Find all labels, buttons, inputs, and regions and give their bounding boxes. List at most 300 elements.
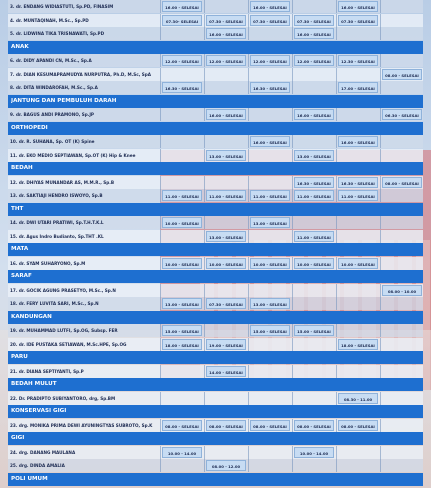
schedule-time-cell bbox=[338, 231, 378, 242]
schedule-time-cell bbox=[250, 69, 290, 80]
column-divider bbox=[380, 0, 381, 13]
doctor-name: 14. dr. DWI UTARI PRATIWI, Sp.T.H.T.K.L bbox=[10, 220, 104, 225]
doctor-name: 23. drg. MONIKA PRIMA DEWI AYUNINGTYAS SUBROTO, Sp.K bbox=[10, 422, 153, 428]
schedule-time-cell bbox=[250, 339, 290, 350]
schedule-time-cell bbox=[206, 69, 246, 80]
column-divider bbox=[380, 257, 381, 270]
schedule-time-cell: 13.00 - SELESAI bbox=[162, 298, 202, 309]
column-divider bbox=[204, 392, 205, 405]
schedule-time-cell bbox=[338, 325, 378, 336]
column-divider bbox=[292, 176, 293, 189]
schedule-time-cell: 12.00 - SELESAI bbox=[206, 55, 246, 66]
schedule-time-cell bbox=[338, 366, 378, 377]
schedule-time-cell: 14.00 - SELESAI bbox=[206, 366, 246, 377]
column-divider bbox=[248, 324, 249, 337]
column-divider bbox=[248, 284, 249, 297]
column-divider bbox=[336, 446, 337, 459]
column-divider bbox=[204, 324, 205, 337]
schedule-time-cell: 13.00 - SELESAI bbox=[250, 217, 290, 228]
schedule-time-cell bbox=[382, 420, 422, 431]
column-divider bbox=[380, 14, 381, 27]
column-divider bbox=[336, 135, 337, 148]
section-header-row bbox=[8, 432, 423, 445]
column-divider bbox=[380, 108, 381, 121]
column-divider bbox=[248, 338, 249, 351]
schedule-time-cell: 16.30 - SELESAI bbox=[338, 177, 378, 188]
column-divider bbox=[380, 392, 381, 405]
schedule-time-cell: 16.00 - SELESAI bbox=[338, 1, 378, 12]
column-divider bbox=[380, 284, 381, 297]
column-divider bbox=[160, 324, 161, 337]
doctor-name: 11. dr. EKO MEDIO SEPTIAWAN, Sp.OT (K) Hip & Knee bbox=[10, 152, 136, 158]
column-divider bbox=[160, 27, 161, 40]
column-divider bbox=[160, 0, 161, 13]
column-divider bbox=[160, 189, 161, 202]
column-divider bbox=[336, 459, 337, 472]
column-divider bbox=[336, 419, 337, 432]
schedule-time-cell: 16.30 - SELESAI bbox=[294, 177, 334, 188]
schedule-time-cell bbox=[250, 150, 290, 161]
schedule-time-cell bbox=[382, 190, 422, 201]
schedule-time-cell bbox=[250, 366, 290, 377]
schedule-time-cell bbox=[294, 393, 334, 404]
schedule-time-cell: 07.30 - SELESAI bbox=[206, 15, 246, 26]
doctor-row bbox=[8, 419, 423, 432]
doctor-row bbox=[8, 189, 423, 202]
column-divider bbox=[248, 27, 249, 40]
schedule-time-cell bbox=[294, 460, 334, 471]
schedule-time-cell: 15.00 - SELESAI bbox=[250, 325, 290, 336]
doctor-row bbox=[8, 297, 423, 310]
schedule-time-cell: 18.00 - SELESAI bbox=[338, 339, 378, 350]
schedule-time-cell bbox=[294, 366, 334, 377]
column-divider bbox=[160, 216, 161, 229]
schedule-time-cell: 17.00 - SELESAI bbox=[338, 82, 378, 93]
column-divider bbox=[160, 176, 161, 189]
schedule-time-cell bbox=[382, 447, 422, 458]
section-header-row bbox=[8, 162, 423, 175]
schedule-time-cell bbox=[294, 285, 334, 296]
column-divider bbox=[248, 459, 249, 472]
doctor-name: 20. dr. IDE PUSTAKA SETIAWAN, M.Sc.HPE, Sp.OG bbox=[10, 341, 127, 347]
column-divider bbox=[204, 54, 205, 67]
schedule-time-cell bbox=[338, 298, 378, 309]
column-divider bbox=[336, 68, 337, 81]
column-divider bbox=[248, 419, 249, 432]
doctor-name: 18. dr. FERY LUVITA SARI, M.Sc., Sp.N bbox=[10, 301, 99, 306]
column-divider bbox=[336, 0, 337, 13]
column-divider bbox=[204, 176, 205, 189]
section-header-row bbox=[8, 473, 423, 486]
schedule-time-cell bbox=[206, 177, 246, 188]
column-divider bbox=[204, 338, 205, 351]
section-header-row bbox=[8, 311, 423, 324]
schedule-time-cell: 11.00 - SELESAI bbox=[162, 190, 202, 201]
schedule-time-cell: 16.00 - SELESAI bbox=[338, 136, 378, 147]
column-divider bbox=[292, 135, 293, 148]
section-header-row bbox=[8, 405, 423, 418]
section-header-row bbox=[8, 243, 423, 256]
column-divider bbox=[160, 459, 161, 472]
doctor-name: 8. dr. DITA WINDAROFAH, M.Sc., Sp.A bbox=[10, 85, 98, 90]
column-divider bbox=[292, 189, 293, 202]
doctor-name: 15. dr. Agus Indro Budianto, Sp.THT .KL bbox=[10, 233, 104, 239]
column-divider bbox=[292, 392, 293, 405]
column-divider bbox=[380, 149, 381, 162]
schedule-time-cell bbox=[382, 325, 422, 336]
schedule-time-cell: 16.00 - SELESAI bbox=[294, 109, 334, 120]
column-divider bbox=[248, 189, 249, 202]
section-title: PARU bbox=[11, 354, 28, 360]
section-header-row bbox=[8, 41, 423, 54]
column-divider bbox=[248, 135, 249, 148]
schedule-time-cell: 11.00 - SELESAI bbox=[294, 190, 334, 201]
section-title: SARAF bbox=[11, 273, 32, 279]
schedule-time-cell: 16.00 - SELESAI bbox=[162, 1, 202, 12]
column-divider bbox=[336, 284, 337, 297]
schedule-time-cell: 11.00 - SELESAI bbox=[338, 190, 378, 201]
doctor-row bbox=[8, 135, 423, 148]
section-title: BEDAH MULUT bbox=[11, 381, 57, 387]
column-divider bbox=[160, 446, 161, 459]
column-divider bbox=[336, 392, 337, 405]
column-divider bbox=[336, 108, 337, 121]
schedule-time-cell: 13.00 - SELESAI bbox=[250, 298, 290, 309]
doctor-row bbox=[8, 68, 423, 81]
column-divider bbox=[380, 216, 381, 229]
column-divider bbox=[160, 365, 161, 378]
column-divider bbox=[248, 14, 249, 27]
doctor-name: 19. dr. MUHAMMAD LUTFI, Sp.OG, Subsp. FER bbox=[10, 328, 118, 333]
column-divider bbox=[160, 81, 161, 94]
schedule-time-cell: 16.00 - SELESAI bbox=[294, 28, 334, 39]
column-divider bbox=[160, 135, 161, 148]
section-header-row bbox=[8, 95, 423, 108]
section-title: MATA bbox=[11, 246, 29, 252]
doctor-row bbox=[8, 284, 423, 297]
schedule-time-cell: 11.00 - SELESAI bbox=[250, 190, 290, 201]
column-divider bbox=[160, 54, 161, 67]
column-divider bbox=[160, 419, 161, 432]
schedule-time-cell: 07.30 - SELESAI bbox=[206, 298, 246, 309]
schedule-time-cell: 08.00 - SELESAI bbox=[206, 420, 246, 431]
schedule-time-cell bbox=[338, 460, 378, 471]
schedule-time-cell bbox=[250, 28, 290, 39]
column-divider bbox=[336, 365, 337, 378]
section-title: POLI UMUM bbox=[11, 475, 48, 482]
column-divider bbox=[336, 149, 337, 162]
schedule-time-cell bbox=[162, 177, 202, 188]
schedule-time-cell: 11.00 - SELESAI bbox=[206, 190, 246, 201]
schedule-time-cell: 12.00 - SELESAI bbox=[294, 55, 334, 66]
schedule-time-cell bbox=[382, 339, 422, 350]
column-divider bbox=[160, 297, 161, 310]
column-divider bbox=[160, 149, 161, 162]
column-divider bbox=[292, 419, 293, 432]
column-divider bbox=[292, 338, 293, 351]
schedule-time-cell bbox=[162, 231, 202, 242]
column-divider bbox=[204, 419, 205, 432]
section-header-row bbox=[8, 270, 423, 283]
doctor-name: 25. drg. DINDA AMALIA bbox=[10, 463, 65, 468]
column-divider bbox=[160, 14, 161, 27]
doctor-name: 24. drg. DANANG MAULANA bbox=[10, 449, 76, 455]
schedule-time-cell: 10.00 - SELESAI bbox=[162, 217, 202, 228]
schedule-time-cell bbox=[162, 69, 202, 80]
doctor-name: 7. dr. DIAN KESUMAPRAMUDYA NURPUTRA, Ph.D, M.Sc, SpA bbox=[10, 71, 152, 77]
schedule-time-cell bbox=[338, 28, 378, 39]
column-divider bbox=[380, 176, 381, 189]
schedule-time-cell bbox=[294, 217, 334, 228]
doctor-row bbox=[8, 54, 423, 67]
section-header-row bbox=[8, 378, 423, 391]
schedule-time-cell bbox=[294, 1, 334, 12]
column-divider bbox=[336, 189, 337, 202]
column-divider bbox=[292, 284, 293, 297]
column-divider bbox=[292, 257, 293, 270]
schedule-time-cell bbox=[382, 1, 422, 12]
column-divider bbox=[248, 68, 249, 81]
schedule-time-cell bbox=[338, 217, 378, 228]
schedule-time-cell: 18.00 - SELESAI bbox=[162, 339, 202, 350]
schedule-time-cell: 15.00 - SELESAI bbox=[294, 325, 334, 336]
schedule-time-cell bbox=[250, 177, 290, 188]
column-divider bbox=[336, 14, 337, 27]
schedule-time-cell bbox=[162, 285, 202, 296]
schedule-time-cell: 08.30 - 11.00 bbox=[338, 393, 378, 404]
column-divider bbox=[380, 54, 381, 67]
column-divider bbox=[292, 0, 293, 13]
schedule-time-cell bbox=[294, 298, 334, 309]
column-divider bbox=[248, 0, 249, 13]
schedule-time-cell: 16.00 - SELESAI bbox=[206, 109, 246, 120]
schedule-time-cell: 06.30 - SELESAI bbox=[382, 109, 422, 120]
column-divider bbox=[204, 68, 205, 81]
schedule-time-cell: 10.00 - SELESAI bbox=[206, 258, 246, 269]
column-divider bbox=[160, 338, 161, 351]
schedule-time-cell bbox=[382, 55, 422, 66]
schedule-time-cell: 11.00 - SELESAI bbox=[294, 231, 334, 242]
schedule-time-cell bbox=[162, 393, 202, 404]
doctor-row bbox=[8, 392, 423, 405]
column-divider bbox=[204, 149, 205, 162]
column-divider bbox=[160, 392, 161, 405]
schedule-time-cell: 13.00 - SELESAI bbox=[294, 150, 334, 161]
column-divider bbox=[204, 365, 205, 378]
schedule-time-cell bbox=[382, 136, 422, 147]
column-divider bbox=[292, 216, 293, 229]
column-divider bbox=[248, 108, 249, 121]
section-header-row bbox=[8, 351, 423, 364]
column-divider bbox=[292, 27, 293, 40]
column-divider bbox=[336, 257, 337, 270]
column-divider bbox=[248, 257, 249, 270]
doctor-name: 3. dr. ENDANG WIDIASTUTI, Sp.PD, FINASIM bbox=[10, 4, 114, 9]
section-title: GIGI bbox=[11, 435, 25, 441]
doctor-name: 9. dr. BAGUS ANDI PRAMONO, Sp.JP bbox=[10, 112, 94, 117]
doctor-row bbox=[8, 459, 423, 472]
column-divider bbox=[336, 297, 337, 310]
schedule-time-cell bbox=[206, 1, 246, 12]
schedule-time-cell bbox=[206, 393, 246, 404]
doctor-name: 10. dr. R. SUHANA, Sp. OT (K) Spine bbox=[10, 139, 95, 144]
column-divider bbox=[292, 459, 293, 472]
column-divider bbox=[204, 0, 205, 13]
schedule-time-cell bbox=[294, 82, 334, 93]
doctor-name: 6. dr. DIDY APANDI CN, M.Sc., Sp.A bbox=[10, 58, 92, 63]
schedule-time-cell bbox=[162, 28, 202, 39]
doctor-row bbox=[8, 324, 423, 337]
schedule-time-cell bbox=[382, 366, 422, 377]
schedule-time-cell: 08.00 - SELESAI bbox=[250, 420, 290, 431]
schedule-time-cell: 13.00 - SELESAI bbox=[206, 231, 246, 242]
schedule-time-cell: 07.30- SELESAI bbox=[162, 15, 202, 26]
column-divider bbox=[204, 135, 205, 148]
doctor-name: 4. dr. MUNTAQINAH, M.Sc., Sp.PD bbox=[10, 17, 89, 23]
column-divider bbox=[380, 419, 381, 432]
section-title: BEDAH bbox=[11, 165, 33, 171]
schedule-time-cell bbox=[250, 109, 290, 120]
doctor-row bbox=[8, 27, 423, 40]
schedule-time-cell bbox=[294, 69, 334, 80]
column-divider bbox=[248, 176, 249, 189]
schedule-time-cell bbox=[338, 285, 378, 296]
section-title: ANAK bbox=[11, 43, 29, 50]
schedule-time-cell bbox=[338, 69, 378, 80]
doctor-row bbox=[8, 365, 423, 378]
doctor-row bbox=[8, 0, 423, 13]
section-title: THT bbox=[11, 205, 24, 212]
section-title: ORTHOPEDI bbox=[11, 124, 48, 131]
section-header-row bbox=[8, 203, 423, 216]
column-divider bbox=[336, 176, 337, 189]
column-divider bbox=[160, 230, 161, 243]
doctor-name: 13. dr. SAKTIAJI HENDRO ISWOYO, Sp.B bbox=[10, 193, 103, 198]
schedule-time-cell bbox=[250, 447, 290, 458]
schedule-time-cell: 16.30 - SELESAI bbox=[162, 82, 202, 93]
doctor-row bbox=[8, 176, 423, 189]
schedule-time-cell: 08.00 - SELESAI bbox=[382, 69, 422, 80]
column-divider bbox=[204, 189, 205, 202]
schedule-time-cell bbox=[382, 460, 422, 471]
schedule-time-cell: 07.30 - SELESAI bbox=[294, 15, 334, 26]
column-divider bbox=[292, 54, 293, 67]
column-divider bbox=[336, 338, 337, 351]
column-divider bbox=[380, 324, 381, 337]
column-divider bbox=[160, 257, 161, 270]
column-divider bbox=[336, 54, 337, 67]
column-divider bbox=[292, 81, 293, 94]
column-divider bbox=[336, 27, 337, 40]
schedule-time-cell: 16.00 - SELESAI bbox=[250, 136, 290, 147]
schedule-time-cell: 08.00 - SELESAI bbox=[162, 420, 202, 431]
column-divider bbox=[336, 230, 337, 243]
column-divider bbox=[248, 149, 249, 162]
column-divider bbox=[292, 149, 293, 162]
schedule-time-cell bbox=[162, 366, 202, 377]
schedule-time-cell bbox=[382, 258, 422, 269]
column-divider bbox=[380, 135, 381, 148]
doctor-row bbox=[8, 216, 423, 229]
column-divider bbox=[292, 365, 293, 378]
doctor-name: 5. dr. LIDWINA TIKA TRISNAWATI, Sp.PD bbox=[10, 31, 105, 36]
schedule-time-cell: 08.00 - SELESAI bbox=[382, 177, 422, 188]
column-divider bbox=[380, 338, 381, 351]
doctor-row bbox=[8, 230, 423, 243]
schedule-time-cell bbox=[382, 15, 422, 26]
schedule-time-cell bbox=[162, 136, 202, 147]
column-divider bbox=[292, 230, 293, 243]
schedule-time-cell bbox=[206, 136, 246, 147]
schedule-time-cell bbox=[206, 325, 246, 336]
schedule-time-cell bbox=[382, 231, 422, 242]
column-divider bbox=[248, 81, 249, 94]
schedule-time-cell bbox=[206, 82, 246, 93]
column-divider bbox=[336, 216, 337, 229]
schedule-time-cell bbox=[206, 285, 246, 296]
column-divider bbox=[380, 459, 381, 472]
column-divider bbox=[204, 14, 205, 27]
column-divider bbox=[204, 216, 205, 229]
schedule-time-cell: 10.00 - SELESAI bbox=[294, 258, 334, 269]
schedule-time-cell bbox=[382, 393, 422, 404]
doctor-row bbox=[8, 108, 423, 121]
schedule-time-cell bbox=[338, 447, 378, 458]
column-divider bbox=[204, 81, 205, 94]
section-title: KONSERVASI GIGI bbox=[11, 408, 67, 414]
column-divider bbox=[380, 68, 381, 81]
column-divider bbox=[204, 284, 205, 297]
column-divider bbox=[160, 108, 161, 121]
schedule-time-cell: 12.30 - SELESAI bbox=[338, 55, 378, 66]
schedule-time-cell bbox=[382, 298, 422, 309]
schedule-time-cell: 10.00 - SELESAI bbox=[338, 258, 378, 269]
schedule-time-cell: 08.00 - 10.00 bbox=[382, 285, 422, 296]
schedule-time-cell: 19.00 - SELESAI bbox=[206, 339, 246, 350]
schedule-time-cell bbox=[338, 150, 378, 161]
schedule-time-cell: 07.30 - SELESAI bbox=[250, 15, 290, 26]
schedule-time-cell: 16.00 - SELESAI bbox=[206, 28, 246, 39]
column-divider bbox=[292, 108, 293, 121]
schedule-time-cell bbox=[382, 28, 422, 39]
schedule-time-cell: 10.00 - 14.00 bbox=[162, 447, 202, 458]
column-divider bbox=[204, 297, 205, 310]
schedule-time-cell bbox=[250, 231, 290, 242]
column-divider bbox=[248, 365, 249, 378]
schedule-time-cell: 16.30 - SELESAI bbox=[250, 82, 290, 93]
doctor-name: 22. Dr. PRADIPTO SUBIYANTORO, drg, Sp.BM bbox=[10, 395, 116, 401]
column-divider bbox=[248, 230, 249, 243]
schedule-time-cell: 12.00 - SELESAI bbox=[250, 55, 290, 66]
column-divider bbox=[204, 257, 205, 270]
column-divider bbox=[160, 68, 161, 81]
schedule-time-cell: 16.00 - SELESAI bbox=[250, 1, 290, 12]
column-divider bbox=[292, 297, 293, 310]
doctor-row bbox=[8, 149, 423, 162]
column-divider bbox=[204, 108, 205, 121]
schedule-time-cell: 10.00 - SELESAI bbox=[162, 258, 202, 269]
column-divider bbox=[380, 27, 381, 40]
column-divider bbox=[248, 297, 249, 310]
schedule-time-cell bbox=[294, 339, 334, 350]
section-title: JANTUNG DAN PEMBULUH DARAH bbox=[11, 97, 117, 104]
column-divider bbox=[204, 27, 205, 40]
column-divider bbox=[248, 446, 249, 459]
schedule-time-cell: 10.00 - 14.00 bbox=[294, 447, 334, 458]
schedule-time-cell bbox=[294, 136, 334, 147]
schedule-time-cell: 15.00 - SELESAI bbox=[162, 325, 202, 336]
doctor-name: 21. dr. DIANA SEPTIYANTI, Sp.P bbox=[10, 368, 84, 374]
